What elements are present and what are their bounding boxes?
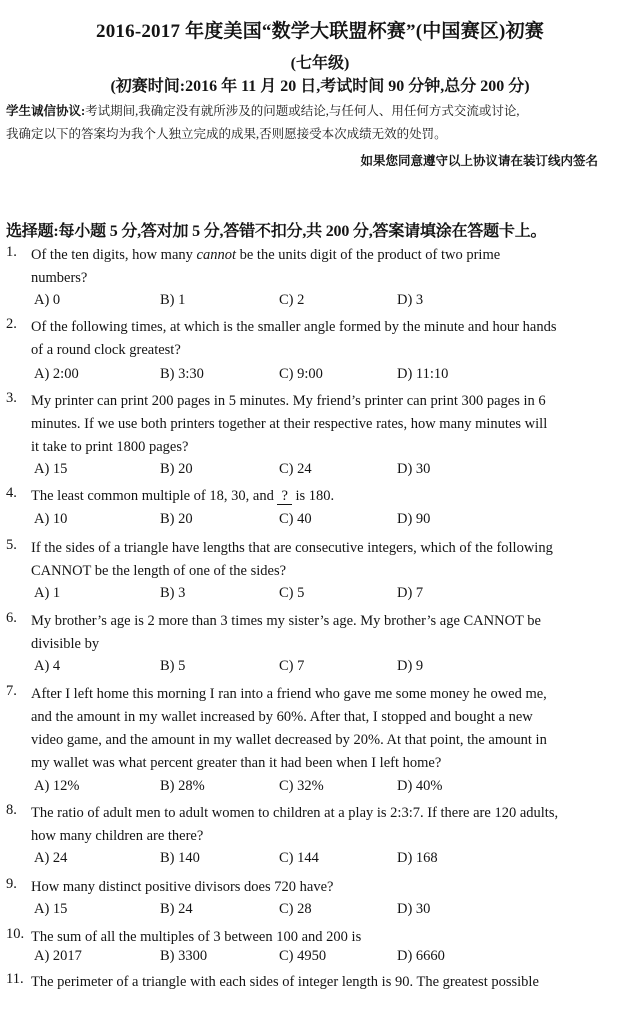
- stem-line: My printer can print 200 pages in 5 minutes. My friend’s printer can print 300 pages in 6: [31, 393, 546, 409]
- option-d: D) 40%: [397, 778, 443, 794]
- option-c: C) 40: [279, 511, 312, 527]
- option-a: A) 2:00: [34, 366, 79, 382]
- stem-line: The perimeter of a triangle with each sides of integer length is 90. The greatest possible: [31, 974, 539, 990]
- question-number: 7.: [6, 683, 17, 699]
- stem-line: minutes. If we use both printers together at their respective rates, how many minutes will: [31, 416, 548, 432]
- options-2: [0, 366, 640, 389]
- option-b: B) 1: [160, 292, 186, 308]
- options-8: [0, 850, 640, 873]
- stem-line: numbers?: [31, 270, 88, 286]
- question-number: 10.: [6, 926, 25, 942]
- option-d: D) 3: [397, 292, 424, 308]
- stem-line: it take to print 1800 pages?: [31, 439, 189, 455]
- option-b: B) 5: [160, 658, 186, 674]
- question-number: 2.: [6, 316, 17, 332]
- option-c: C) 144: [279, 850, 319, 866]
- question-stem: [31, 610, 634, 656]
- stem-line: Of the following times, at which is the smaller angle formed by the minute and hour hands: [31, 319, 557, 335]
- options-9: [0, 901, 640, 924]
- integrity-pledge: [6, 100, 634, 146]
- question-stem: [31, 926, 634, 949]
- question-stem: [31, 971, 634, 994]
- options-3: [0, 461, 640, 484]
- option-a: A) 15: [34, 901, 68, 917]
- stem-line: If the sides of a triangle have lengths that are consecutive integers, which of the following: [31, 540, 553, 556]
- option-a: A) 10: [34, 511, 68, 527]
- option-c: C) 5: [279, 585, 305, 601]
- question-stem: [31, 390, 634, 459]
- stem-text: be the units digit of the product of two prime: [239, 247, 501, 263]
- question-number: 8.: [6, 802, 17, 818]
- question-stem: [31, 316, 634, 362]
- option-b: B) 20: [160, 511, 193, 527]
- question-stem: [31, 537, 634, 583]
- option-a: A) 0: [34, 292, 61, 308]
- option-b: B) 140: [160, 850, 200, 866]
- option-b: B) 3:30: [160, 366, 204, 382]
- option-a: A) 15: [34, 461, 68, 477]
- option-b: B) 28%: [160, 778, 205, 794]
- exam-time-info: (初赛时间:2016 年 11 月 20 日,考试时间 90 分钟,总分 200 分): [110, 78, 530, 95]
- section-heading: 选择题:每小题 5 分,答对加 5 分,答错不扣分,共 200 分,答案请填涂在答题卡上。: [6, 223, 547, 240]
- answer-blank: ?: [277, 488, 291, 505]
- stem-line: The sum of all the multiples of 3 between 100 and 200 is: [31, 929, 362, 945]
- grade-label: (七年级): [290, 55, 350, 72]
- question-number: 4.: [6, 485, 17, 501]
- stem-line: How many distinct positive divisors does 720 have?: [31, 879, 334, 895]
- option-b: B) 24: [160, 901, 193, 917]
- option-d: D) 11:10: [397, 366, 449, 382]
- question-stem: [31, 683, 634, 775]
- option-d: D) 30: [397, 901, 431, 917]
- emphasis-text: cannot: [196, 247, 236, 263]
- options-1: [0, 292, 640, 315]
- stem-line: my wallet was what percent greater than it had been when I left home?: [31, 755, 442, 771]
- question-stem: [31, 802, 634, 848]
- option-d: D) 7: [397, 585, 424, 601]
- question-number: 6.: [6, 610, 17, 626]
- pledge-line-2: 我确定以下的答案均为我个人独立完成的成果,否则愿接受本次成绩无效的处罚。: [6, 127, 447, 141]
- options-5: [0, 585, 640, 608]
- question-number: 1.: [6, 244, 17, 260]
- exam-title: 2016-2017 年度美国“数学大联盟杯赛”(中国赛区)初赛: [96, 21, 544, 42]
- option-a: A) 24: [34, 850, 68, 866]
- stem-text: Of the ten digits, how many: [31, 247, 197, 263]
- stem-line: The ratio of adult men to adult women to children at a play is 2:3:7. If there are 120 adults,: [31, 805, 559, 821]
- option-a: A) 4: [34, 658, 61, 674]
- question-number: 11.: [6, 971, 24, 987]
- question-stem: [31, 244, 634, 290]
- options-6: [0, 658, 640, 681]
- options-4: [0, 511, 640, 534]
- stem-line: video game, and the amount in my wallet decreased by 20%. At that point, the amount in: [31, 732, 547, 748]
- stem-line: CANNOT be the length of one of the sides?: [31, 563, 287, 579]
- stem-text: is 180.: [295, 488, 335, 504]
- options-10: [0, 948, 640, 971]
- stem-line: My brother’s age is 2 more than 3 times my sister’s age. My brother’s age CANNOT be: [31, 613, 541, 629]
- option-d: D) 90: [397, 511, 431, 527]
- option-c: C) 28: [279, 901, 312, 917]
- option-c: C) 24: [279, 461, 312, 477]
- stem-line: After I left home this morning I ran into a friend who gave me some money he owed me,: [31, 686, 547, 702]
- stem-line: and the amount in my wallet increased by 60%. After that, I stopped and bought a new: [31, 709, 533, 725]
- stem-text: The least common multiple of 18, 30, and: [31, 488, 278, 504]
- option-a: A) 12%: [34, 778, 80, 794]
- option-d: D) 30: [397, 461, 431, 477]
- question-stem: [31, 485, 634, 508]
- question-stem: [31, 876, 634, 899]
- pledge-text-1: 考试期间,我确定没有就所涉及的问题或结论,与任何人、用任何方式交流或讨论,: [85, 104, 520, 118]
- option-c: C) 2: [279, 292, 305, 308]
- signature-note: 如果您同意遵守以上协议请在装订线内签名: [360, 154, 598, 168]
- option-d: D) 6660: [397, 948, 445, 964]
- options-7: [0, 778, 640, 801]
- option-a: A) 2017: [34, 948, 82, 964]
- option-b: B) 20: [160, 461, 193, 477]
- option-b: B) 3: [160, 585, 186, 601]
- stem-line: of a round clock greatest?: [31, 342, 181, 358]
- stem-line: how many children are there?: [31, 828, 204, 844]
- question-number: 9.: [6, 876, 17, 892]
- pledge-line-1: [6, 100, 634, 123]
- option-c: C) 4950: [279, 948, 327, 964]
- pledge-label: 学生诚信协议:: [6, 104, 86, 118]
- question-number: 5.: [6, 537, 17, 553]
- option-d: D) 9: [397, 658, 424, 674]
- stem-line: divisible by: [31, 636, 100, 652]
- option-a: A) 1: [34, 585, 61, 601]
- question-number: 3.: [6, 390, 17, 406]
- option-c: C) 7: [279, 658, 305, 674]
- option-c: C) 9:00: [279, 366, 323, 382]
- option-c: C) 32%: [279, 778, 324, 794]
- option-b: B) 3300: [160, 948, 208, 964]
- option-d: D) 168: [397, 850, 438, 866]
